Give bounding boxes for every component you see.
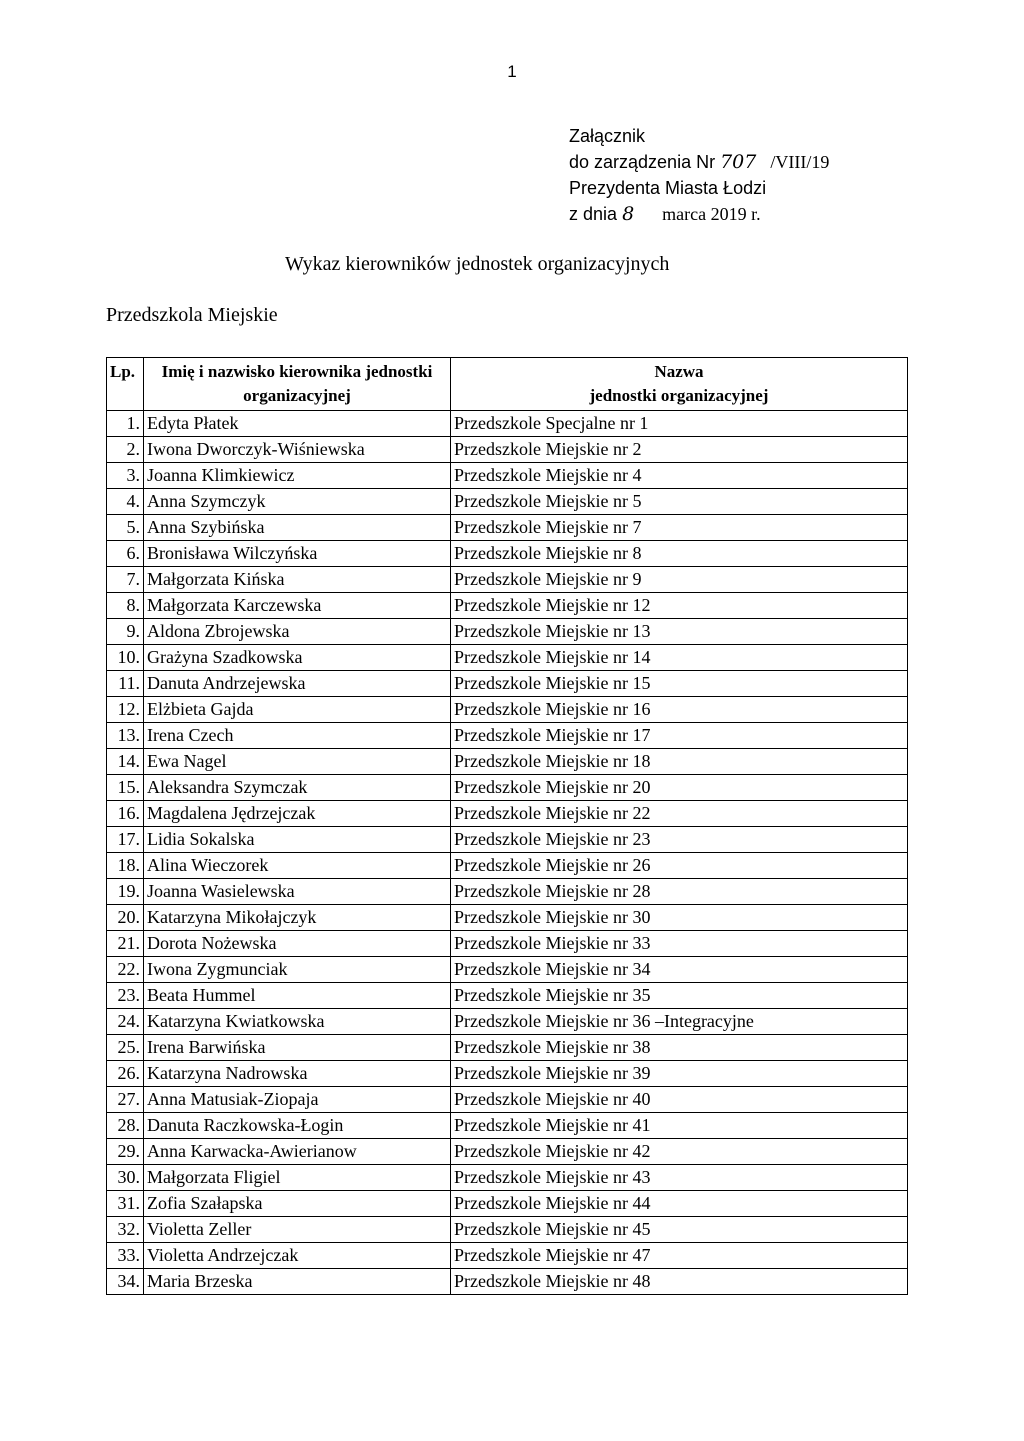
row-unit-name: Przedszkole Miejskie nr 43 xyxy=(451,1165,908,1191)
row-lp: 12. xyxy=(107,697,144,723)
order-prefix: do zarządzenia Nr xyxy=(569,152,716,172)
table-row xyxy=(107,1217,908,1243)
row-lp: 23. xyxy=(107,983,144,1009)
row-manager-name: Iwona Dworczyk-Wiśniewska xyxy=(144,437,451,463)
row-manager-name: Violetta Andrzejczak xyxy=(144,1243,451,1269)
row-manager-name: Zofia Szałapska xyxy=(144,1191,451,1217)
row-unit-name: Przedszkole Miejskie nr 9 xyxy=(451,567,908,593)
row-manager-name: Małgorzata Kińska xyxy=(144,567,451,593)
table-row xyxy=(107,775,908,801)
row-lp: 20. xyxy=(107,905,144,931)
row-unit-name: Przedszkole Miejskie nr 2 xyxy=(451,437,908,463)
row-lp: 22. xyxy=(107,957,144,983)
row-manager-name: Magdalena Jędrzejczak xyxy=(144,801,451,827)
row-lp: 26. xyxy=(107,1061,144,1087)
row-unit-name: Przedszkole Miejskie nr 39 xyxy=(451,1061,908,1087)
row-lp: 1. xyxy=(107,411,144,437)
managers-table xyxy=(106,357,908,1295)
row-lp: 13. xyxy=(107,723,144,749)
row-unit-name: Przedszkole Miejskie nr 35 xyxy=(451,983,908,1009)
header-manager-name xyxy=(144,358,451,411)
row-unit-name: Przedszkole Miejskie nr 15 xyxy=(451,671,908,697)
row-unit-name: Przedszkole Miejskie nr 36 –Integracyjne xyxy=(451,1009,908,1035)
row-lp: 6. xyxy=(107,541,144,567)
row-lp: 2. xyxy=(107,437,144,463)
row-manager-name: Małgorzata Fligiel xyxy=(144,1165,451,1191)
row-lp: 19. xyxy=(107,879,144,905)
row-lp: 10. xyxy=(107,645,144,671)
row-lp: 28. xyxy=(107,1113,144,1139)
table-row xyxy=(107,463,908,489)
row-lp: 18. xyxy=(107,853,144,879)
row-manager-name: Elżbieta Gajda xyxy=(144,697,451,723)
row-lp: 33. xyxy=(107,1243,144,1269)
row-unit-name: Przedszkole Miejskie nr 40 xyxy=(451,1087,908,1113)
row-unit-name: Przedszkole Miejskie nr 47 xyxy=(451,1243,908,1269)
row-unit-name: Przedszkole Miejskie nr 13 xyxy=(451,619,908,645)
order-suffix: /VIII/19 xyxy=(770,152,830,172)
table-row xyxy=(107,671,908,697)
row-unit-name: Przedszkole Miejskie nr 33 xyxy=(451,931,908,957)
row-manager-name: Aldona Zbrojewska xyxy=(144,619,451,645)
row-lp: 5. xyxy=(107,515,144,541)
row-lp: 15. xyxy=(107,775,144,801)
row-manager-name: Beata Hummel xyxy=(144,983,451,1009)
row-lp: 4. xyxy=(107,489,144,515)
attachment-header xyxy=(569,123,829,227)
date-day-handwritten: 8 xyxy=(622,203,635,225)
table-row xyxy=(107,437,908,463)
table-row xyxy=(107,1165,908,1191)
row-unit-name: Przedszkole Miejskie nr 22 xyxy=(451,801,908,827)
row-manager-name: Dorota Nożewska xyxy=(144,931,451,957)
row-unit-name: Przedszkole Miejskie nr 44 xyxy=(451,1191,908,1217)
row-manager-name: Joanna Klimkiewicz xyxy=(144,463,451,489)
table-row xyxy=(107,515,908,541)
date-prefix: z dnia xyxy=(569,204,618,224)
attachment-label: Załącznik xyxy=(569,126,646,146)
row-manager-name: Anna Karwacka-Awierianow xyxy=(144,1139,451,1165)
row-manager-name: Iwona Zygmunciak xyxy=(144,957,451,983)
table-row xyxy=(107,905,908,931)
row-lp: 9. xyxy=(107,619,144,645)
table-row xyxy=(107,723,908,749)
table-row xyxy=(107,879,908,905)
row-lp: 34. xyxy=(107,1269,144,1295)
row-lp: 14. xyxy=(107,749,144,775)
row-manager-name: Ewa Nagel xyxy=(144,749,451,775)
row-lp: 25. xyxy=(107,1035,144,1061)
row-manager-name: Danuta Raczkowska-Łogin xyxy=(144,1113,451,1139)
table-row xyxy=(107,1139,908,1165)
header-manager-name-line2: organizacyjnej xyxy=(243,386,351,405)
table-row xyxy=(107,801,908,827)
row-unit-name: Przedszkole Miejskie nr 38 xyxy=(451,1035,908,1061)
table-row xyxy=(107,1087,908,1113)
row-manager-name: Anna Szymczyk xyxy=(144,489,451,515)
table-row xyxy=(107,593,908,619)
table-row xyxy=(107,1243,908,1269)
table-row xyxy=(107,1061,908,1087)
row-unit-name: Przedszkole Miejskie nr 12 xyxy=(451,593,908,619)
row-unit-name: Przedszkole Miejskie nr 26 xyxy=(451,853,908,879)
date-suffix: marca 2019 r. xyxy=(662,204,761,224)
row-unit-name: Przedszkole Miejskie nr 41 xyxy=(451,1113,908,1139)
row-manager-name: Katarzyna Kwiatkowska xyxy=(144,1009,451,1035)
row-manager-name: Lidia Sokalska xyxy=(144,827,451,853)
row-lp: 27. xyxy=(107,1087,144,1113)
section-title: Przedszkola Miejskie xyxy=(106,304,278,326)
row-unit-name: Przedszkole Miejskie nr 34 xyxy=(451,957,908,983)
row-manager-name: Edyta Płatek xyxy=(144,411,451,437)
table-row xyxy=(107,1113,908,1139)
table-row xyxy=(107,983,908,1009)
row-manager-name: Katarzyna Mikołajczyk xyxy=(144,905,451,931)
table-row xyxy=(107,619,908,645)
row-unit-name: Przedszkole Miejskie nr 16 xyxy=(451,697,908,723)
date-line xyxy=(569,201,829,227)
table-row xyxy=(107,541,908,567)
row-manager-name: Małgorzata Karczewska xyxy=(144,593,451,619)
row-manager-name: Violetta Zeller xyxy=(144,1217,451,1243)
row-unit-name: Przedszkole Miejskie nr 45 xyxy=(451,1217,908,1243)
table-row xyxy=(107,489,908,515)
table-row xyxy=(107,827,908,853)
row-unit-name: Przedszkole Miejskie nr 8 xyxy=(451,541,908,567)
header-unit-name xyxy=(451,358,908,411)
row-unit-name: Przedszkole Miejskie nr 7 xyxy=(451,515,908,541)
row-manager-name: Anna Matusiak-Ziopaja xyxy=(144,1087,451,1113)
order-line xyxy=(569,149,829,175)
row-unit-name: Przedszkole Miejskie nr 18 xyxy=(451,749,908,775)
table-row xyxy=(107,1035,908,1061)
table-header-row xyxy=(107,358,908,411)
header-unit-name-line1: Nazwa xyxy=(654,362,704,381)
president-line: Prezydenta Miasta Łodzi xyxy=(569,178,767,198)
row-manager-name: Irena Czech xyxy=(144,723,451,749)
table-row xyxy=(107,931,908,957)
row-unit-name: Przedszkole Miejskie nr 48 xyxy=(451,1269,908,1295)
row-lp: 3. xyxy=(107,463,144,489)
row-lp: 30. xyxy=(107,1165,144,1191)
row-manager-name: Alina Wieczorek xyxy=(144,853,451,879)
table-row xyxy=(107,1269,908,1295)
row-lp: 17. xyxy=(107,827,144,853)
row-unit-name: Przedszkole Miejskie nr 23 xyxy=(451,827,908,853)
table-row xyxy=(107,645,908,671)
row-unit-name: Przedszkole Miejskie nr 28 xyxy=(451,879,908,905)
row-manager-name: Katarzyna Nadrowska xyxy=(144,1061,451,1087)
table-row xyxy=(107,697,908,723)
table-row xyxy=(107,1009,908,1035)
row-manager-name: Grażyna Szadkowska xyxy=(144,645,451,671)
table-row xyxy=(107,1191,908,1217)
page-number: 1 xyxy=(507,62,517,81)
header-lp: Lp. xyxy=(107,358,144,411)
table-body xyxy=(107,411,908,1295)
row-manager-name: Maria Brzeska xyxy=(144,1269,451,1295)
row-unit-name: Przedszkole Miejskie nr 30 xyxy=(451,905,908,931)
row-manager-name: Anna Szybińska xyxy=(144,515,451,541)
header-manager-name-line1: Imię i nazwisko kierownika jednostki xyxy=(161,362,433,381)
table-row xyxy=(107,749,908,775)
row-lp: 7. xyxy=(107,567,144,593)
header-unit-name-line2: jednostki organizacyjnej xyxy=(589,386,769,405)
row-lp: 21. xyxy=(107,931,144,957)
row-manager-name: Joanna Wasielewska xyxy=(144,879,451,905)
row-lp: 29. xyxy=(107,1139,144,1165)
row-unit-name: Przedszkole Miejskie nr 20 xyxy=(451,775,908,801)
row-manager-name: Bronisława Wilczyńska xyxy=(144,541,451,567)
row-lp: 32. xyxy=(107,1217,144,1243)
row-lp: 16. xyxy=(107,801,144,827)
row-manager-name: Aleksandra Szymczak xyxy=(144,775,451,801)
row-unit-name: Przedszkole Miejskie nr 42 xyxy=(451,1139,908,1165)
row-manager-name: Danuta Andrzejewska xyxy=(144,671,451,697)
row-manager-name: Irena Barwińska xyxy=(144,1035,451,1061)
row-unit-name: Przedszkole Miejskie nr 5 xyxy=(451,489,908,515)
table-row xyxy=(107,957,908,983)
row-unit-name: Przedszkole Miejskie nr 14 xyxy=(451,645,908,671)
row-unit-name: Przedszkole Miejskie nr 17 xyxy=(451,723,908,749)
table-row xyxy=(107,411,908,437)
document-title: Wykaz kierowników jednostek organizacyjnych xyxy=(285,253,670,275)
row-lp: 11. xyxy=(107,671,144,697)
row-lp: 31. xyxy=(107,1191,144,1217)
order-number-handwritten: 707 xyxy=(720,151,757,173)
table-row xyxy=(107,853,908,879)
row-unit-name: Przedszkole Specjalne nr 1 xyxy=(451,411,908,437)
row-lp: 24. xyxy=(107,1009,144,1035)
table-row xyxy=(107,567,908,593)
row-unit-name: Przedszkole Miejskie nr 4 xyxy=(451,463,908,489)
row-lp: 8. xyxy=(107,593,144,619)
